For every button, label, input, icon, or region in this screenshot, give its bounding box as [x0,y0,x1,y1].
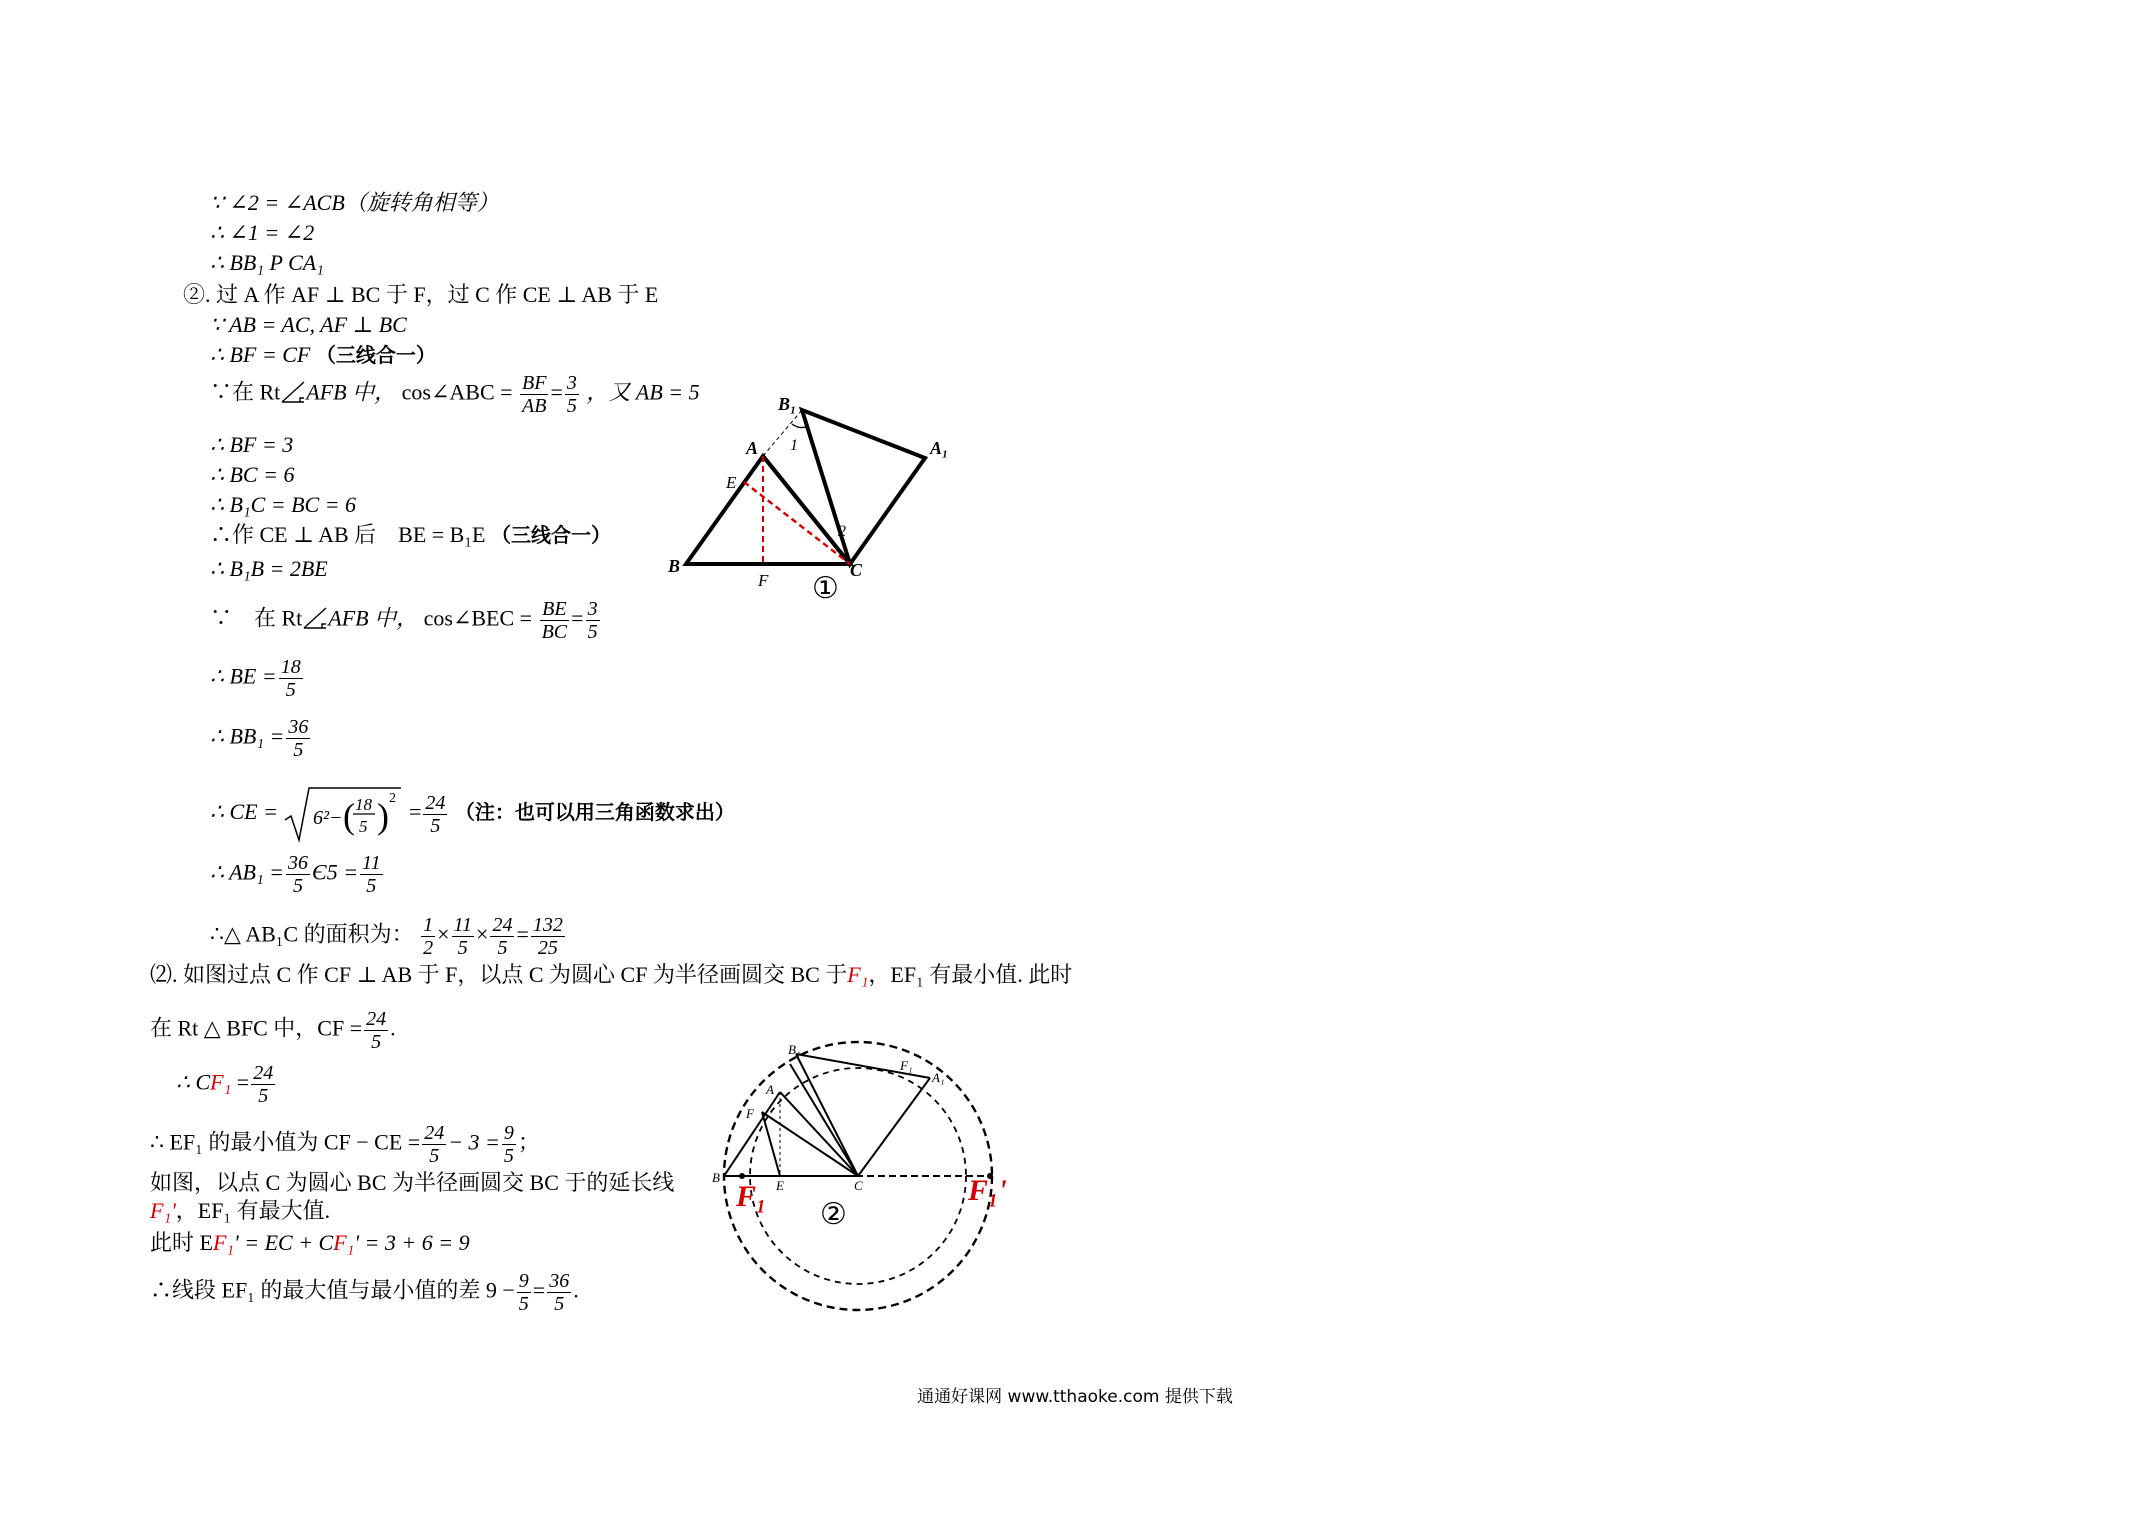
footer-source: 通通好课网 www.tthaoke.com 提供下载 [917,1387,1233,1407]
label-a1: A₁ [932,1070,945,1085]
fraction-24-5: $\frac{24}{5}$ [424,1122,445,1167]
line-3: ∴ BB₁ P CA₁ [210,250,324,275]
line-6: ∴ BF = CF （三线合一） [210,342,436,367]
fraction-1-2: $\frac{1}{2}$ [423,914,434,959]
label-b: B [668,556,681,576]
figure-number-2: ② [820,1198,847,1231]
fraction-24-5: $\frac{24}{5}$ [425,791,446,837]
label-a: A [766,1082,774,1097]
svg-text:18: 18 [355,795,373,814]
triangle-abc [686,456,850,564]
fraction-36-5: $\frac{36}{5}$ [287,852,308,897]
svg-text:5: 5 [359,817,368,836]
label-f1-top: F₁ [900,1058,913,1073]
line-26: ∴线段 EF₁ 的最大值与最小值的差 9 − $\frac{9}{5}$ = $\frac{36}{5}$ . [150,1270,579,1315]
line-10: ∴ B₁C = BC = 6 [210,492,357,517]
label-f: F [746,1106,754,1121]
fraction-3-5: $\frac{3}{5}$ [566,372,577,417]
fraction-be-bc: $\frac{BE}{BC}$ [541,598,568,643]
figure-1-diagram [660,380,960,620]
fraction-11-5: $\frac{11}{5}$ [362,852,381,897]
fraction-24-5: $\frac{24}{5}$ [492,914,513,959]
line-1: ∵ ∠2 = ∠ACB（旋转角相等） [210,190,499,215]
fraction-11-5: $\frac{11}{5}$ [453,914,473,959]
line-8: ∴ BF = 3 [210,432,294,457]
label-e: E [726,473,737,492]
fraction-24-5: $\frac{24}{5}$ [253,1062,274,1107]
figure-2-diagram [700,1030,1040,1320]
fraction-bf-ab: $\frac{BF}{AB}$ [522,372,547,417]
line-23: 如图，以点 C 为圆心 BC 为半径画圆交 BC 于的延长线 [150,1170,675,1195]
line-19: ⑵. 如图过点 C 作 CF ⊥ AB 于 F，以点 C 为圆心 CF 为半径画圆交 BC 于F₁，EF₁ 有最小值. 此时 [150,962,1073,987]
line-24: F₁'，EF₁ 有最大值. [150,1198,331,1223]
label-angle-1: 1 [790,437,798,454]
fraction-24-5: $\frac{24}{5}$ [366,1008,387,1053]
right-angle-triangle-icon [280,380,306,404]
fraction-36-5: $\frac{36}{5}$ [549,1270,570,1315]
label-c: C [850,560,863,580]
line-16: ∴ CE = 6²− ( 18 5 ) 2 = $\frac{24}{5}$ （注：也可以用三角函数求出） [210,784,735,844]
line-14: ∴ BE = $\frac{18}{5}$ [210,656,301,701]
label-b1: B₁ [788,1042,801,1057]
square-root-expression [283,784,403,844]
svg-text:2: 2 [389,791,397,806]
line-2: ∴ ∠1 = ∠2 [210,220,315,245]
label-f: F [758,571,769,590]
fraction-9-5: $\frac{9}{5}$ [503,1122,514,1167]
svg-text:(: ( [343,796,356,836]
svg-text:): ) [377,796,390,836]
fraction-9-5: $\frac{9}{5}$ [518,1270,529,1315]
line-12: ∴ B₁B = 2BE [210,556,328,581]
line-11: ∴作 CE ⊥ AB 后 BE = B₁E （三线合一） [210,522,611,547]
line-22: ∴ EF₁ 的最小值为 CF − CE = $\frac{24}{5}$ − 3 = $\frac{9}{5}$ ； [150,1122,540,1167]
line-18: ∴△ AB₁C 的面积为： $\frac{1}{2}$ × $\frac{11}{5}$ × $\frac{24}{5}$ = $\frac{132}{25}$ [210,914,563,959]
line-25: 此时 EF₁' = EC + CF₁' = 3 + 6 = 9 [150,1230,470,1255]
fraction-36-5: $\frac{36}{5}$ [288,716,309,761]
line-15: ∴ BB₁ = $\frac{36}{5}$ [210,716,309,761]
label-b1: B₁ [778,394,797,414]
label-b: B [712,1170,720,1185]
altitude-ce [744,482,850,564]
label-f1: F₁ [736,1180,767,1213]
line-9: ∴ BC = 6 [210,462,295,487]
label-e: E [776,1178,784,1193]
line-17: ∴ AB₁ = $\frac{36}{5}$ Є5 = $\frac{11}{5}$ [210,852,381,897]
right-angle-triangle-icon [302,606,328,630]
figure-number-1: ① [812,572,839,605]
triangle-b1-a1-c [802,410,925,564]
line-13: ∵ 在 Rt AFB 中， cos∠BEC = $\frac{BE}{BC}$ = $\frac{3}{5}$ [210,598,598,643]
label-a: A [746,438,759,458]
label-c: C [854,1178,863,1193]
fraction-3-5: $\frac{3}{5}$ [587,598,598,643]
fraction-18-5: $\frac{18}{5}$ [280,656,301,701]
line-20: 在 Rt △ BFC 中，CF = $\frac{24}{5}$ . [150,1008,396,1053]
line-4: ②. 过 A 作 AF ⊥ BC 于 F，过 C 作 CE ⊥ AB 于 E [183,282,659,307]
line-21: ∴ CF₁ = $\frac{24}{5}$ [176,1062,274,1107]
svg-text:6²−: 6²− [313,807,343,829]
fraction-132-25: $\frac{132}{25}$ [532,914,563,959]
label-f1-prime: F₁' [968,1174,1007,1207]
label-a1: A₁ [930,438,949,458]
line-5: ∵ AB = AC, AF ⊥ BC [210,312,407,337]
label-angle-2: 2 [838,523,846,540]
line-7: ∵在 Rt AFB 中， cos∠ABC = $\frac{BF}{AB}$ = $\frac{3}{5}$ ，又 AB = 5 [210,372,700,417]
